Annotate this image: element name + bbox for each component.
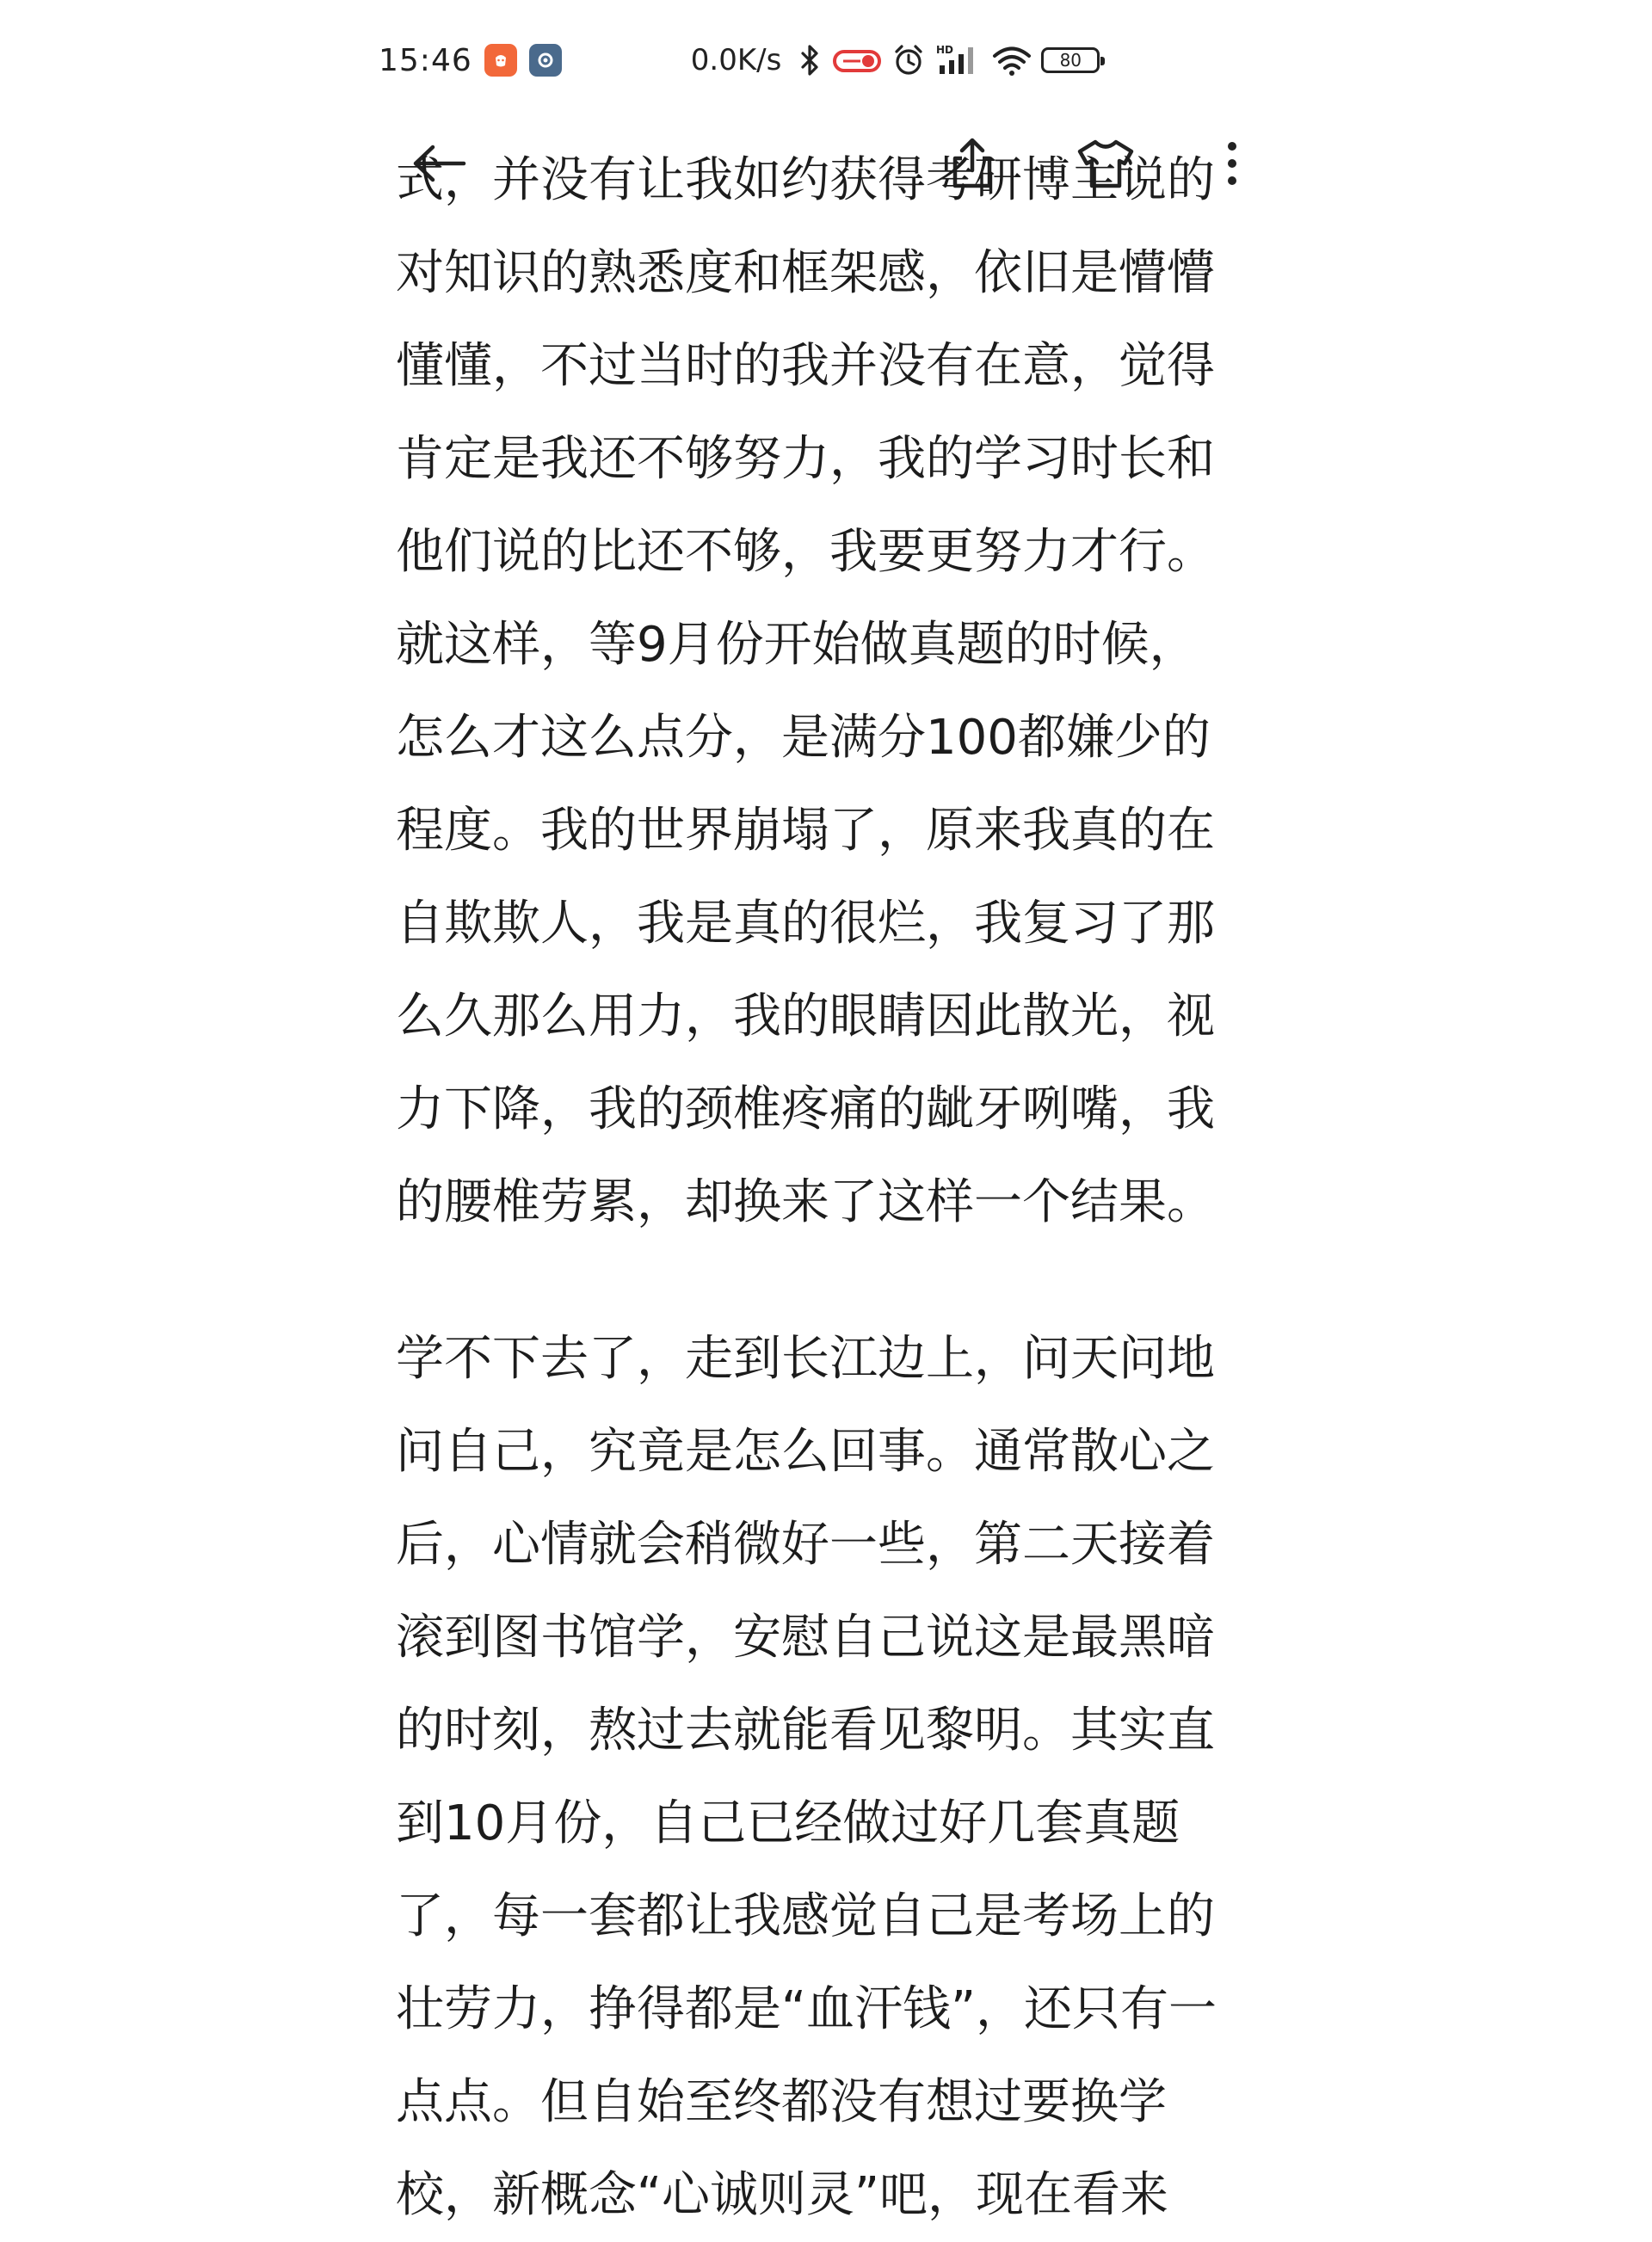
settings-app-icon bbox=[529, 44, 562, 77]
text-line: 的时刻，熬过去就能看见黎明。其实直 bbox=[396, 1703, 1215, 1758]
text-line: 了，每一套都让我感觉自己是考场上的 bbox=[396, 1888, 1215, 1944]
battery-level: 80 bbox=[1059, 50, 1082, 71]
text-line: 就这样，等9月份开始做真题的时候， bbox=[396, 617, 1198, 673]
text-line: 的腰椎劳累，却换来了这样一个结果。 bbox=[396, 1174, 1215, 1230]
text-line: 点点。但自始至终都没有想过要换学 bbox=[396, 2074, 1167, 2130]
wifi-icon bbox=[991, 43, 1032, 77]
bluetooth-icon bbox=[797, 43, 823, 77]
text-line: 程度。我的世界崩塌了，原来我真的在 bbox=[396, 803, 1215, 859]
text-line: 对知识的熟悉度和框架感，依旧是懵懵 bbox=[396, 245, 1215, 301]
svg-text:HD: HD bbox=[936, 44, 954, 56]
battery-icon bbox=[1041, 47, 1100, 73]
text-line: 到10月份，自己已经做过好几套真题 bbox=[396, 1795, 1180, 1851]
text-line: 壮劳力，挣得都是“血汗钱”，还只有一 bbox=[396, 1981, 1217, 2037]
text-line: 懂懂，不过当时的我并没有在意，觉得 bbox=[396, 338, 1215, 394]
status-time: 15:46 bbox=[379, 42, 472, 78]
status-icons bbox=[788, 43, 1100, 77]
signal-icon bbox=[934, 43, 983, 77]
alarm-icon bbox=[891, 43, 926, 77]
text-line: 怎么才这么点分，是满分100都嫌少的 bbox=[396, 710, 1211, 766]
taobao-app-icon bbox=[484, 44, 517, 77]
network-speed: 0.0K/s bbox=[690, 43, 782, 77]
text-line: 校，新概念“心诚则灵”吧，现在看来 bbox=[396, 2167, 1169, 2223]
paragraph bbox=[396, 134, 1265, 1249]
article-body bbox=[396, 152, 1265, 2223]
hotspot-icon bbox=[831, 43, 883, 77]
text-line: 么久那么用力，我的眼睛因此散光，视 bbox=[396, 989, 1215, 1044]
text-line: 后，心情就会稍微好一些，第二天接着 bbox=[396, 1517, 1215, 1573]
text-line: 学不下去了，走到长江边上，问天问地 bbox=[396, 1331, 1215, 1387]
status-bar bbox=[379, 33, 1119, 88]
text-line: 问自己，究竟是怎么回事。通常散心之 bbox=[396, 1424, 1215, 1480]
text-line: 他们说的比还不够，我要更努力才行。 bbox=[396, 524, 1215, 580]
text-line: 滚到图书馆学，安慰自己说这是最黑暗 bbox=[396, 1610, 1215, 1666]
text-line: 式，并没有让我如约获得考研博主说的 bbox=[396, 152, 1215, 208]
text-line: 力下降，我的颈椎疼痛的龇牙咧嘴，我 bbox=[396, 1081, 1215, 1137]
paragraph bbox=[396, 1313, 1265, 2242]
text-line: 肯定是我还不够努力，我的学习时长和 bbox=[396, 431, 1215, 487]
text-line: 自欺欺人，我是真的很烂，我复习了那 bbox=[396, 896, 1215, 952]
